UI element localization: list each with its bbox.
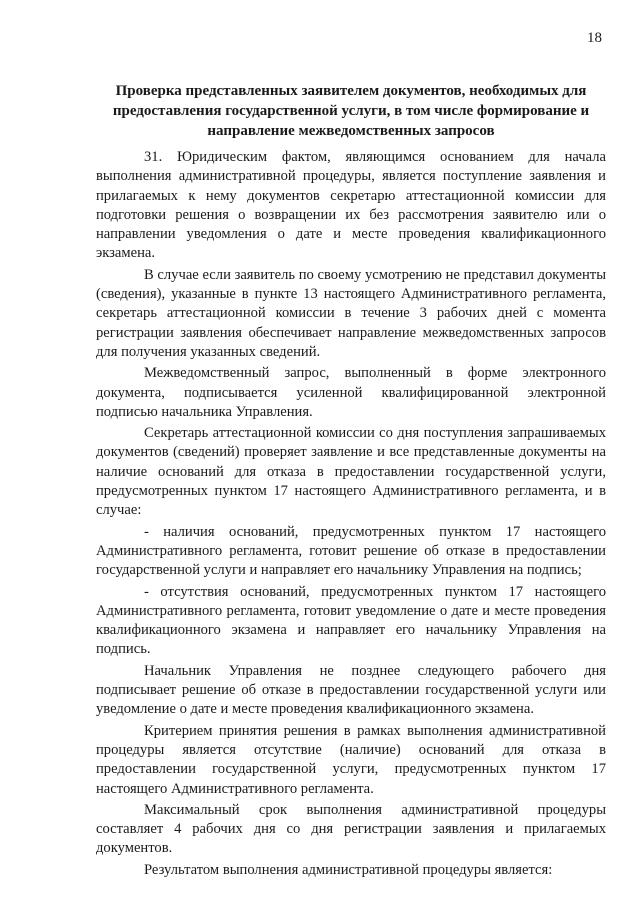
paragraph-31: 31. Юридическим фактом, являющимся основанием для начала выполнения административной процедуры, является поступление заявления и прилагаемых к нему документов секретарю аттестационной комиссии для подготовки решения о возвращении их без рассмотрения заявителю или о направлении уведомления о дате и месте проведения квалификационного экзамена. [96,149,606,262]
list-item-no-refusal-grounds: - отсутствия оснований, предусмотренных пунктом 17 настоящего Административного регламента, готовит уведомление о дате и месте проведения квалификационного экзамена и направляет его начальнику Управления на подпись. [96,583,606,658]
paragraph-head-signs: Начальник Управления не позднее следующего рабочего дня подписывает решение об отказе в предоставлении государственной услуги или уведомление о дате и месте проведения квалификационного экзамена. [96,662,606,718]
paragraph-max-duration: Максимальный срок выполнения административной процедуры составляет 4 рабочих дня со дня регистрации заявления и прилагаемых документов. [96,801,606,857]
paragraph-electronic-request: Межведомственный запрос, выполненный в форме электронного документа, подписывается усиленной квалифицированной электронной подписью начальника Управления. [96,365,606,420]
paragraph-interagency-requests: В случае если заявитель по своему усмотрению не представил документы (сведения), указанные в пункте 13 настоящего Административного регламента, секретарь аттестационной комиссии в течение 3 рабочих дней с момента регистрации заявления обеспечивает направление межведомственных запросов для получения указанных сведений. [96,266,606,360]
list-item-refusal-grounds: - наличия оснований, предусмотренных пунктом 17 настоящего Административного регламента, готовит решение об отказе в предоставлении государственной услуги и направляет его начальнику Управления на подпись; [96,523,606,579]
document-body [96,148,606,882]
paragraph-procedure-result: Результатом выполнения административной процедуры является: [144,861,553,878]
section-heading: Проверка представленных заявителем документов, необходимых для предоставления государственной услуги, в том числе формирование и направление межведомственных запросов [112,83,590,139]
paragraph-secretary-check: Секретарь аттестационной комиссии со дня поступления запрашиваемых документов (сведений) проверяет заявление и все представленные документы на наличие оснований для отказа в предоставлении государственной услуги, предусмотренных пунктом 17 настоящего Административного регламента, и в случае: [96,425,606,519]
page-number: 18 [587,30,602,46]
paragraph-decision-criterion: Критерием принятия решения в рамках выполнения административной процедуры является отсутствие (наличие) оснований для отказа в предоставлении государственной услуги, предусмотренных пунктом 17 настоящего Административного регламента. [96,722,606,797]
